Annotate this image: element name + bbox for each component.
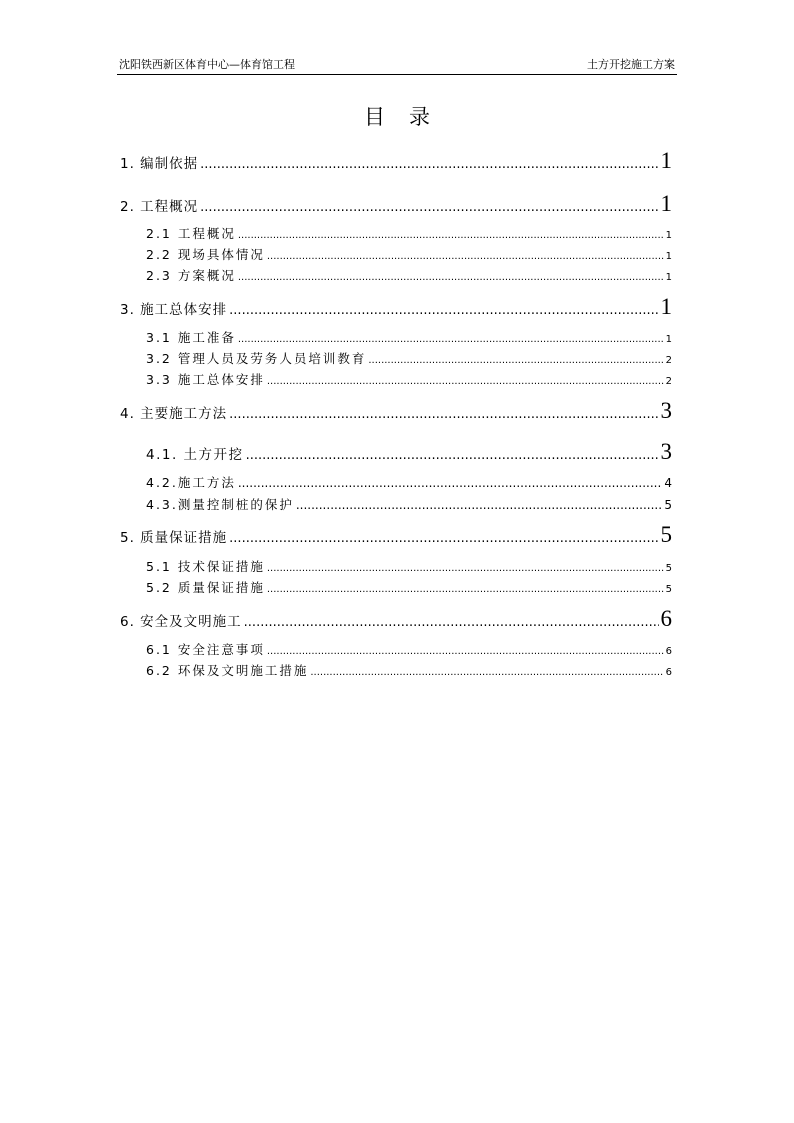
toc-leader-dots [238,272,664,283]
toc-leader-dots [200,200,658,215]
toc-entry-label: 4. 主要施工方法 [120,406,228,422]
toc-entry-label: 5.2 质量保证措施 [146,580,265,595]
toc-entry-label: 4.3.测量控制桩的保护 [146,497,294,512]
toc-entry-3-2[interactable] [146,349,672,367]
toc-page-number: 2 [665,355,672,366]
toc-entry-label: 5. 质量保证措施 [120,530,228,546]
toc-page-number: 1 [660,294,672,319]
toc-entry-3-3[interactable] [146,370,672,388]
toc-leader-dots [229,303,658,318]
toc-leader-dots [368,355,663,366]
toc-leader-dots [296,498,663,512]
toc-entry-2-3[interactable] [146,266,672,284]
toc-page-number: 1 [660,191,672,216]
toc-leader-dots [238,334,664,345]
toc-entry-label: 2.3 方案概况 [146,268,236,283]
toc-entry-label: 1. 编制依据 [120,156,199,172]
toc-page-number: 1 [660,148,672,173]
toc-page-number: 5 [665,584,672,595]
toc-entry-2-1[interactable] [146,224,672,242]
toc-page-number: 1 [665,251,672,262]
toc-page-number: 2 [665,376,672,387]
toc-entry-label: 2.1 工程概况 [146,226,236,241]
toc-entry-label: 3.2 管理人员及劳务人员培训教育 [146,351,367,366]
toc-page-number: 1 [665,334,672,345]
header-project-name: 沈阳铁西新区体育中心—体育馆工程 [119,58,295,71]
toc-leader-dots [310,667,663,678]
toc-entry-6-1[interactable] [146,640,672,658]
toc-page-number: 3 [660,439,672,464]
toc-page-number: 6 [665,646,672,657]
toc-entry-label: 3. 施工总体安排 [120,302,228,318]
toc-leader-dots [267,563,664,574]
toc-leader-dots [246,448,659,463]
toc-entry-5-2[interactable] [146,578,672,596]
toc-entry-4[interactable] [120,400,672,422]
toc-entry-3[interactable] [120,296,672,318]
toc-entry-4-1[interactable] [146,441,672,463]
toc-leader-dots [200,157,658,172]
toc-entry-6-2[interactable] [146,661,672,679]
toc-leader-dots [267,251,664,262]
toc-entry-label: 4.2.施工方法 [146,475,236,490]
toc-entry-label: 2.2 现场具体情况 [146,247,265,262]
toc-leader-dots [267,376,664,387]
toc-entry-2-2[interactable] [146,245,672,263]
toc-entry-label: 3.3 施工总体安排 [146,372,265,387]
toc-page-number: 5 [664,498,672,512]
toc-title: 目录 [364,105,454,129]
toc-page-number: 3 [660,398,672,423]
toc-entry-3-1[interactable] [146,328,672,346]
toc-entry-label: 5.1 技术保证措施 [146,559,265,574]
toc-page-number: 5 [665,563,672,574]
toc-entry-6[interactable] [120,608,672,630]
toc-entry-label: 2. 工程概况 [120,199,199,215]
toc-entry-2[interactable] [120,193,672,215]
toc-leader-dots [229,407,658,422]
toc-leader-dots [238,230,664,241]
toc-page-number: 6 [665,667,672,678]
toc-entry-5[interactable] [120,524,672,546]
toc-entry-5-1[interactable] [146,557,672,575]
toc-page-number: 4 [664,476,672,490]
toc-entry-label: 6. 安全及文明施工 [120,614,242,630]
toc-leader-dots [267,584,664,595]
toc-leader-dots [229,531,658,546]
toc-page-number: 1 [665,272,672,283]
toc-entry-label: 6.2 环保及文明施工措施 [146,663,309,678]
header-document-name: 土方开挖施工方案 [587,58,675,71]
toc-leader-dots [244,615,659,630]
toc-page-number: 5 [660,522,672,547]
toc-entry-4-3[interactable] [146,495,672,513]
toc-leader-dots [267,646,664,657]
toc-leader-dots [238,476,663,490]
toc-entry-label: 6.1 安全注意事项 [146,642,265,657]
toc-page-number: 6 [660,606,672,631]
toc-entry-label: 4.1. 土方开挖 [146,447,244,463]
toc-entry-label: 3.1 施工准备 [146,330,236,345]
toc-entry-1[interactable] [120,150,672,172]
toc-entry-4-2[interactable] [146,473,672,491]
toc-page-number: 1 [665,230,672,241]
